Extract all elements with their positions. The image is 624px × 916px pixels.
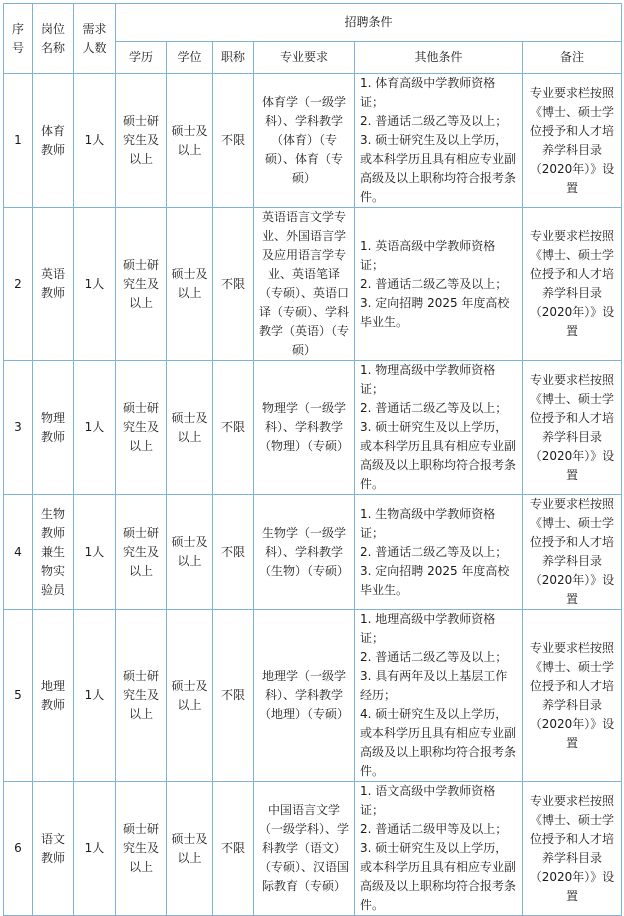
- cell-education: 硕士研究生及以上: [116, 74, 167, 208]
- cell-major: 英语语言文学专业、外国语言学及应用语言学专业、英语笔译（专硕）、英语口译（专硕）、学科教学（英语）（专硕）: [254, 208, 355, 361]
- condition-line: 2. 普通话二级乙等及以上；: [360, 544, 508, 559]
- cell-degree: 硕士及以上: [167, 495, 213, 610]
- cell-degree: 硕士及以上: [167, 782, 213, 916]
- condition-line: 2. 普通话二级乙等及以上；: [360, 650, 508, 664]
- cell-count: 1人: [74, 208, 116, 361]
- condition-line: 3. 定向招聘 2025 年度高校毕业生。: [360, 563, 510, 597]
- condition-line: 2. 普通话二级乙等及以上；: [360, 276, 508, 291]
- cell-major: 物理学（一级学科）、学科教学（物理）（专硕）: [254, 361, 355, 495]
- cell-no: 5: [4, 610, 33, 782]
- cell-major: 中国语言文学（一级学科）、学科教学（语文）（专硕）、汉语国际教育（专硕）: [254, 782, 355, 916]
- cell-other: [355, 782, 523, 916]
- condition-line: 1. 体育高级中学教师资格证；: [360, 76, 496, 109]
- cell-remark: 专业要求栏按照《博士、硕士学位授予和人才培养学科目录（2020年）》设置: [523, 208, 622, 361]
- cell-remark: 专业要求栏按照《博士、硕士学位授予和人才培养学科目录（2020年）》设置: [523, 361, 622, 495]
- cell-remark: 专业要求栏按照《博士、硕士学位授予和人才培养学科目录（2020年）》设置: [523, 74, 622, 208]
- condition-line: 1. 物理高级中学教师资格证；: [360, 363, 496, 396]
- condition-line: 1. 地理高级中学教师资格证；: [360, 612, 496, 645]
- table-row: [4, 495, 622, 610]
- cell-position: 生物教师兼生物实验员: [33, 495, 74, 610]
- cell-other: [355, 74, 523, 208]
- cell-no: 2: [4, 208, 33, 361]
- header-remark: 备注: [523, 42, 622, 74]
- condition-line: 2. 普通话二级乙等及以上；: [360, 114, 508, 128]
- condition-line: 3. 硕士研究生及以上学历，或本科学历且具有相应专业副高级及以上职称均符合报考条件。: [360, 133, 517, 204]
- cell-no: 4: [4, 495, 33, 610]
- cell-no: 1: [4, 74, 33, 208]
- cell-other: [355, 361, 523, 495]
- cell-position: 物理教师: [33, 361, 74, 495]
- condition-line: 3. 硕士研究生及以上学历，或本科学历且具有相应专业副高级及以上职称均符合报考条件。: [360, 841, 517, 912]
- condition-line: 1. 生物高级中学教师资格证；: [360, 506, 496, 540]
- table-row: [4, 361, 622, 495]
- header-other: 其他条件: [355, 42, 523, 74]
- cell-degree: 硕士及以上: [167, 361, 213, 495]
- cell-other: [355, 610, 523, 782]
- cell-title: 不限: [213, 361, 254, 495]
- condition-line: 1. 英语高级中学教师资格证；: [360, 238, 496, 272]
- cell-count: 1人: [74, 610, 116, 782]
- recruitment-table: [3, 3, 622, 916]
- cell-other: [355, 208, 523, 361]
- header-count: 需求人数: [74, 4, 116, 74]
- table-row: [4, 782, 622, 916]
- cell-title: 不限: [213, 495, 254, 610]
- cell-title: 不限: [213, 74, 254, 208]
- cell-degree: 硕士及以上: [167, 610, 213, 782]
- cell-education: 硕士研究生及以上: [116, 208, 167, 361]
- cell-count: 1人: [74, 361, 116, 495]
- cell-no: 3: [4, 361, 33, 495]
- table-row: [4, 610, 622, 782]
- cell-degree: 硕士及以上: [167, 208, 213, 361]
- cell-remark: 专业要求栏按照《博士、硕士学位授予和人才培养学科目录（2020年）》设置: [523, 495, 622, 610]
- condition-line: 3. 具有两年及以上基层工作经历；: [360, 669, 508, 702]
- cell-count: 1人: [74, 782, 116, 916]
- cell-title: 不限: [213, 610, 254, 782]
- condition-line: 4. 硕士研究生及以上学历，或本科学历且具有相应专业副高级及以上职称均符合报考条件。: [360, 707, 517, 778]
- header-title: 职称: [213, 42, 254, 74]
- condition-line: 2. 普通话二级甲等及以上；: [360, 822, 508, 836]
- cell-major: 体育学（一级学科）、学科教学（体育）（专硕）、体育（专硕）: [254, 74, 355, 208]
- condition-line: 1. 语文高级中学教师资格证；: [360, 784, 496, 817]
- cell-position: 体育教师: [33, 74, 74, 208]
- cell-remark: 专业要求栏按照《博士、硕士学位授予和人才培养学科目录（2020年）》设置: [523, 610, 622, 782]
- table-row: [4, 208, 622, 361]
- header-major: 专业要求: [254, 42, 355, 74]
- cell-position: 英语教师: [33, 208, 74, 361]
- cell-education: 硕士研究生及以上: [116, 782, 167, 916]
- condition-line: 3. 定向招聘 2025 年度高校毕业生。: [360, 295, 510, 329]
- header-no: 序号: [4, 4, 33, 74]
- header-conditions: 招聘条件: [116, 4, 622, 42]
- cell-education: 硕士研究生及以上: [116, 495, 167, 610]
- cell-no: 6: [4, 782, 33, 916]
- cell-degree: 硕士及以上: [167, 74, 213, 208]
- cell-title: 不限: [213, 782, 254, 916]
- cell-count: 1人: [74, 495, 116, 610]
- header-education: 学历: [116, 42, 167, 74]
- cell-remark: 专业要求栏按照《博士、硕士学位授予和人才培养学科目录（2020年）》设置: [523, 782, 622, 916]
- cell-other: [355, 495, 523, 610]
- table-row: [4, 74, 622, 208]
- cell-major: 地理学（一级学科）、学科教学（地理）（专硕）: [254, 610, 355, 782]
- condition-line: 2. 普通话二级乙等及以上；: [360, 401, 508, 415]
- cell-education: 硕士研究生及以上: [116, 361, 167, 495]
- cell-title: 不限: [213, 208, 254, 361]
- cell-position: 地理教师: [33, 610, 74, 782]
- header-position: 岗位名称: [33, 4, 74, 74]
- cell-education: 硕士研究生及以上: [116, 610, 167, 782]
- header-degree: 学位: [167, 42, 213, 74]
- condition-line: 3. 硕士研究生及以上学历，或本科学历且具有相应专业副高级及以上职称均符合报考条件。: [360, 420, 517, 491]
- cell-major: 生物学（一级学科）、学科教学（生物）（专硕）: [254, 495, 355, 610]
- cell-position: 语文教师: [33, 782, 74, 916]
- cell-count: 1人: [74, 74, 116, 208]
